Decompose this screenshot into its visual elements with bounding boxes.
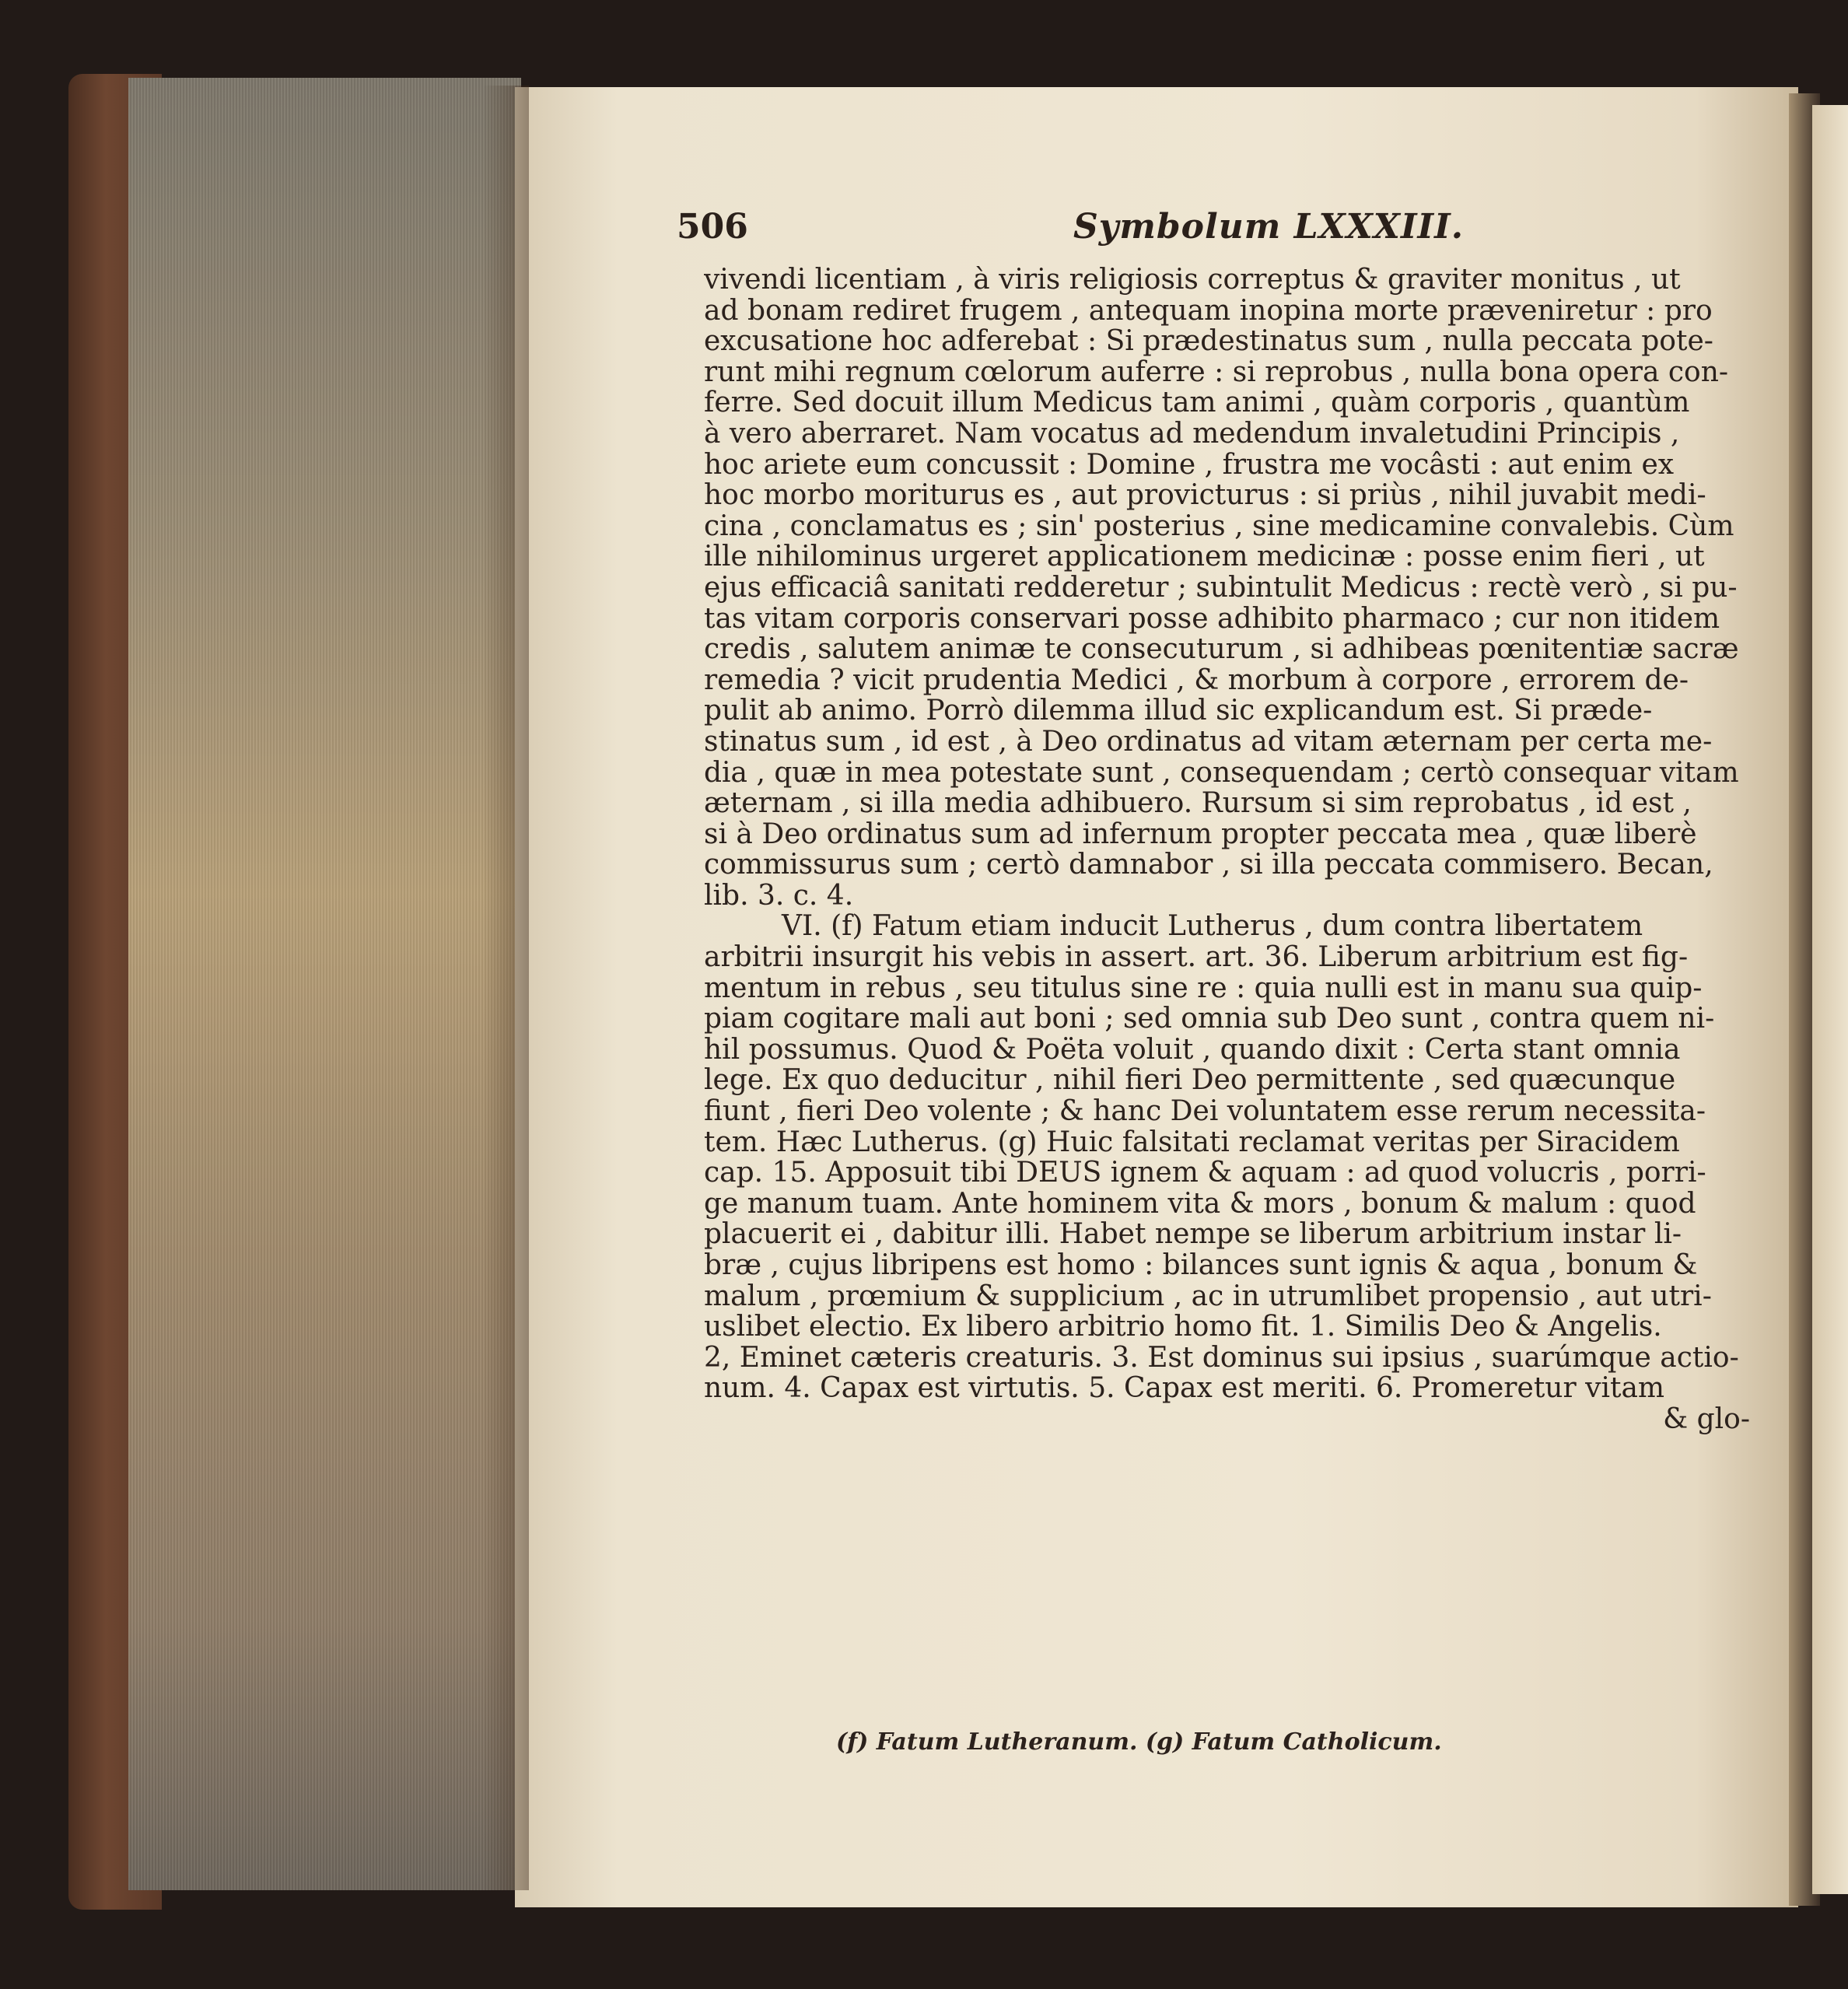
text-line: à vero aberraret. Nam vocatus ad medendum invaletudini Principis , (704, 418, 1680, 450)
text-line: lib. 3. c. 4. (704, 880, 854, 912)
text-line: uslibet electio. Ex libero arbitrio homo fit. 1. Similis Deo & Angelis. (704, 1311, 1662, 1343)
text-line: hil possumus. Quod & Poëta voluit , quando dixit : Certa stant omnia (704, 1034, 1681, 1066)
text-line: credis , salutem animæ te consecuturum , si adhibeas pœnitentiæ sacræ (704, 634, 1739, 665)
text-line: hoc morbo moriturus es , aut provicturus : si priùs , nihil juvabit medi- (704, 480, 1706, 511)
body-text (704, 264, 1750, 1435)
catchword-line: & glo- (1663, 1403, 1750, 1435)
text-line: æternam , si illa media adhibuero. Rursum si sim reprobatus , id est , (704, 788, 1692, 819)
text-line: ejus efficaciâ sanitati redderetur ; subintulit Medicus : rectè verò , si pu- (704, 572, 1738, 604)
text-line: ge manum tuam. Ante hominem vita & mors , bonum & malum : quod (704, 1188, 1696, 1220)
page-edges (128, 78, 521, 1890)
text-line: arbitrii insurgit his vebis in assert. art. 36. Liberum arbitrium est fig- (704, 942, 1689, 973)
text-line: cap. 15. Apposuit tibi DEUS ignem & aquam : ad quod volucris , porri- (704, 1157, 1706, 1189)
text-line: malum , prœmium & supplicium , ac in utrumlibet propensio , aut utri- (704, 1280, 1712, 1312)
text-line: num. 4. Capax est virtutis. 5. Capax est meriti. 6. Promeretur vitam (704, 1373, 1665, 1404)
text-line: lege. Ex quo deducitur , nihil fieri Deo permittente , sed quæcunque (704, 1065, 1676, 1097)
text-line: excusatione hoc adferebat : Si prædestinatus sum , nulla peccata pote- (704, 326, 1713, 357)
text-line: mentum in rebus , seu titulus sine re : quia nulli est in manu sua quip- (704, 972, 1703, 1004)
text-line: commissurus sum ; certò damnabor , si illa peccata commisero. Becan, (704, 849, 1713, 881)
text-line: 2, Eminet cæteris creaturis. 3. Est dominus sui ipsius , suarúmque actio- (704, 1342, 1739, 1374)
text-line: cina , conclamatus es ; sin' posterius , sine medicamine convalebis. Cùm (704, 510, 1734, 542)
paragraph-start-line: VI. (f) Fatum etiam inducit Lutherus , dum contra libertatem (782, 911, 1643, 943)
footnotes: (f) Fatum Lutheranum. (g) Fatum Catholicum. (836, 1728, 1442, 1756)
text-line: ad bonam rediret frugem , antequam inopina morte præveniretur : pro (704, 295, 1713, 327)
text-line: si à Deo ordinatus sum ad infernum propter peccata mea , quæ liberè (704, 818, 1697, 850)
text-line: bræ , cujus libripens est homo : bilances sunt ignis & aqua , bonum & (704, 1250, 1698, 1281)
text-line: remedia ? vicit prudentia Medici , & morbum à corpore , errorem de- (704, 664, 1689, 696)
text-line: placuerit ei , dabitur illi. Habet nempe se liberum arbitrium instar li- (704, 1219, 1682, 1250)
text-line: ille nihilominus urgeret applicationem medicinæ : posse enim fieri , ut (704, 541, 1705, 573)
running-head (677, 207, 1727, 254)
page-number: 506 (677, 207, 748, 247)
page-shadow (482, 86, 529, 1890)
text-line: tas vitam corporis conservari posse adhibito pharmaco ; cur non itidem (704, 603, 1720, 635)
text-line: vivendi licentiam , à viris religiosis correptus & graviter monitus , ut (704, 264, 1681, 296)
text-line: fiunt , fieri Deo volente ; & hanc Dei voluntatem esse rerum necessita- (704, 1096, 1706, 1127)
text-line: hoc ariete eum concussit : Domine , frustra me vocâsti : aut enim ex (704, 449, 1675, 481)
text-line: piam cogitare mali aut boni ; sed omnia sub Deo sunt , contra quem ni- (704, 1003, 1715, 1035)
text-line: dia , quæ in mea potestate sunt , consequendam ; certò consequar vitam (704, 757, 1739, 789)
text-line: stinatus sum , id est , à Deo ordinatus ad vitam æternam per certa me- (704, 726, 1713, 758)
text-line: ferre. Sed docuit illum Medicus tam animi , quàm corporis , quantùm (704, 387, 1690, 418)
text-line: tem. Hæc Lutherus. (g) Huic falsitati reclamat veritas per Siracidem (704, 1126, 1680, 1158)
text-line: pulit ab animo. Porrò dilemma illud sic explicandum est. Si præde- (704, 695, 1653, 727)
facing-page-edge (1812, 105, 1848, 1894)
text-line: runt mihi regnum cœlorum auferre : si reprobus , nulla bona opera con- (704, 356, 1729, 388)
running-title: Symbolum LXXXIII. (1073, 207, 1465, 247)
